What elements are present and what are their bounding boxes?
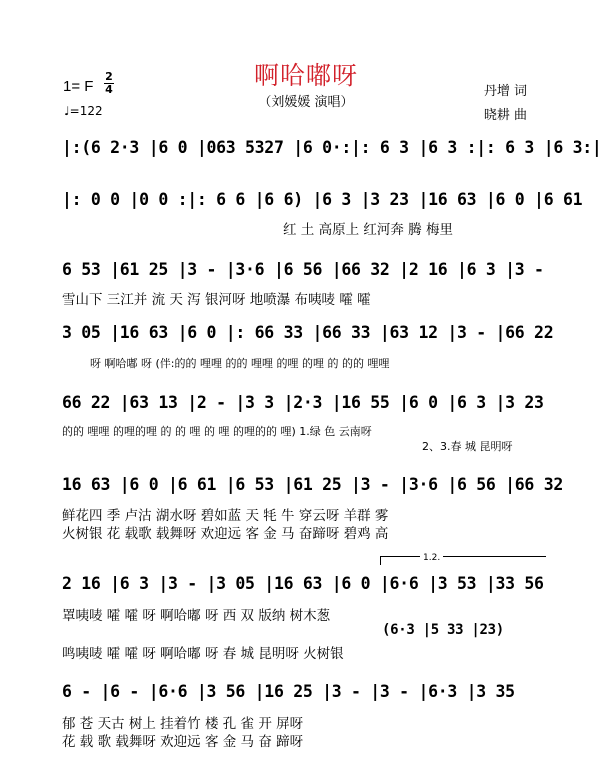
meter-bottom: 4 (105, 83, 113, 96)
lyric-line-8a: 郁 苍 天古 树上 挂着竹 楼 孔 雀 开 屏呀 (62, 716, 304, 732)
notation-line-2: |: 0 0 |0 0 :|: 6 6 |6 6) |6 3 |3 23 |16 63 |6 0 |6 61 (62, 190, 583, 209)
performer-subtitle: （刘媛媛 演唱） (258, 95, 354, 110)
lyric-line-4a: 呀 啊哈嘟 呀 (伴:的的 哩哩 的的 哩哩 的哩 的哩 的 的的 哩哩 (90, 357, 390, 370)
composer-credit: 晓耕 曲 (483, 108, 527, 123)
notation-line-4: 3 05 |16 63 |6 0 |: 66 33 |66 33 |63 12 |3 - |66 22 (62, 323, 554, 342)
lyricist-credit: 丹增 词 (483, 84, 527, 99)
notation-line-3: 6 53 |61 25 |3 - |3·6 |6 56 |66 32 |2 16 |6 3 |3 - (62, 260, 544, 279)
notation-line-5: 66 22 |63 13 |2 - |3 3 |2·3 |16 55 |6 0 |6 3 |3 23 (62, 393, 544, 412)
lyric-line-6b: 火树银 花 载歌 载舞呀 欢迎远 客 金 马 奋蹄呀 碧鸡 高 (62, 526, 389, 542)
tempo-marking: ♩=122 (64, 104, 103, 118)
notation-line-8: 6 - |6 - |6·6 |3 56 |16 25 |3 - |3 - |6·3 |3 35 (62, 682, 515, 701)
meter-top: 2 (105, 70, 113, 83)
lyric-line-5b: 2、3.春 城 昆明呀 (422, 440, 513, 453)
lyric-line-6a: 鲜花四 季 卢沽 湖水呀 碧如蓝 天 牦 牛 穿云呀 羊群 雾 (62, 508, 389, 524)
lyric-line-7c: 鸣咦唛 嚯 嚯 呀 啊哈嘟 呀 春 城 昆明呀 火树银 (62, 646, 344, 662)
lyric-line-7a: 罩咦唛 嚯 嚯 呀 啊哈嘟 呀 西 双 版纳 树木葱 (62, 608, 331, 624)
volta-bracket (380, 556, 546, 565)
lyric-line-3a: 雪山下 三江并 流 天 泻 银河呀 地喷瀑 布咦唛 嚯 嚯 (62, 292, 371, 308)
lyric-line-8b: 花 载 歌 载舞呀 欢迎远 客 金 马 奋 蹄呀 (62, 734, 304, 750)
volta-label: 1.2. (420, 553, 443, 563)
notation-line-1: |:(6 2·3 |6 0 |063 5327 |6 0·:|: 6 3 |6 3 :|: 6 3 |6 3:| (62, 138, 602, 157)
lyric-line-7b: (6·3 |5 33 |23) (382, 622, 504, 638)
lyric-line-5a: 的的 哩哩 的哩的哩 的 的 哩 的 哩 的哩的的 哩) 1.绿 色 云南呀 (62, 425, 372, 438)
song-title: 啊哈嘟呀 (253, 61, 358, 90)
key-signature: 1= F (63, 78, 94, 95)
time-signature (104, 72, 114, 95)
notation-line-7: 2 16 |6 3 |3 - |3 05 |16 63 |6 0 |6·6 |3 53 |33 56 (62, 574, 544, 593)
lyric-line-2a: 红 土 高原上 红河奔 腾 梅里 (283, 222, 453, 238)
notation-line-6: 16 63 |6 0 |6 61 |6 53 |61 25 |3 - |3·6 |6 56 |66 32 (62, 475, 563, 494)
